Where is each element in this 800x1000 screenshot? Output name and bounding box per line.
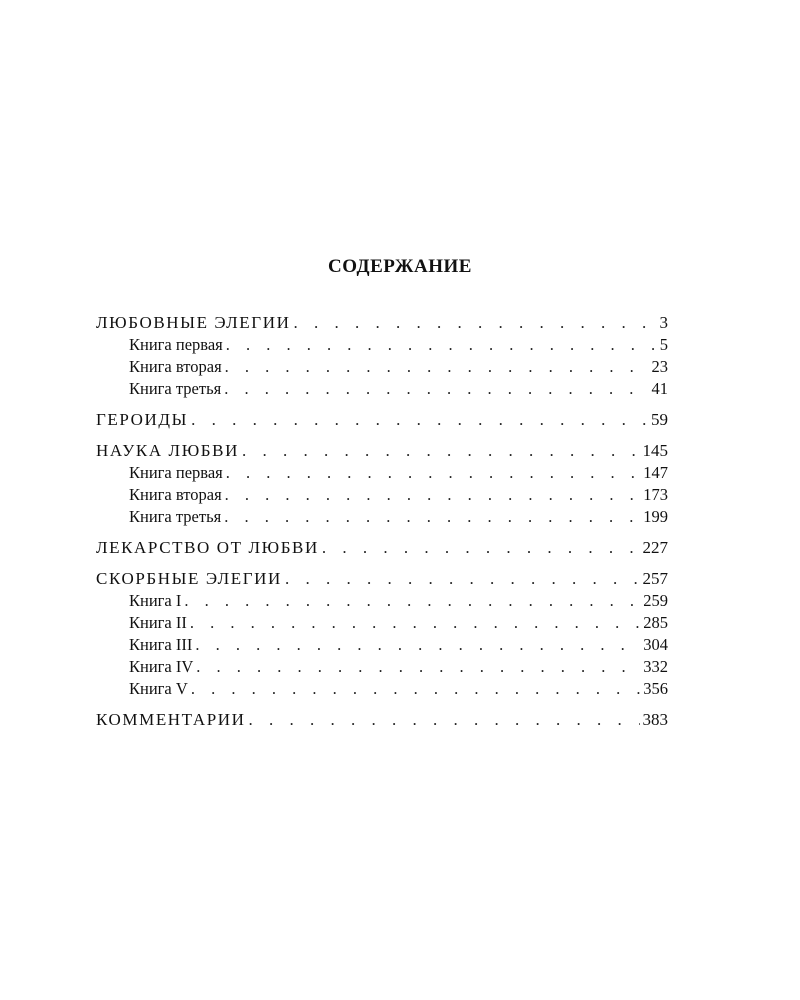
toc-subentry[interactable] — [96, 334, 668, 356]
toc-entry-page: 227 — [642, 538, 668, 557]
toc-subentry-page: 173 — [643, 485, 668, 504]
dot-leader — [226, 334, 657, 356]
toc-entry[interactable] — [96, 709, 668, 731]
toc-subentry[interactable] — [96, 612, 668, 634]
toc-subentry-title: Книга IV — [129, 657, 194, 676]
dot-leader — [225, 484, 641, 506]
toc-entry-title: ЛЕКАРСТВО ОТ ЛЮБВИ — [96, 538, 319, 557]
toc-subentry[interactable] — [96, 378, 668, 400]
toc-entry-title: ГЕРОИДЫ — [96, 410, 189, 429]
toc-subentry[interactable] — [96, 356, 668, 378]
dot-leader — [224, 506, 640, 528]
dot-leader — [195, 634, 640, 656]
toc-entry-title: СКОРБНЫЕ ЭЛЕГИИ — [96, 569, 282, 588]
toc-subentry-title: Книга третья — [129, 507, 222, 526]
toc-subentry[interactable] — [96, 678, 668, 700]
toc-subentry-title: Книга третья — [129, 379, 222, 398]
toc-subentry-title: Книга I — [129, 591, 182, 610]
toc-subentry[interactable] — [96, 634, 668, 656]
toc-subentry-page: 332 — [643, 657, 668, 676]
toc-subentry-page: 5 — [659, 335, 668, 354]
toc-entry-page: 257 — [642, 569, 668, 588]
toc-entry-title: ЛЮБОВНЫЕ ЭЛЕГИИ — [96, 313, 291, 332]
toc-entry-title: КОММЕНТАРИИ — [96, 710, 246, 729]
toc-subentry-title: Книга II — [129, 613, 187, 632]
toc-entry-page: 145 — [642, 441, 668, 460]
toc-subentry-page: 356 — [643, 679, 668, 698]
toc-section — [96, 537, 668, 559]
dot-leader — [191, 409, 648, 431]
dot-leader — [249, 709, 640, 731]
dot-leader — [190, 612, 640, 634]
dot-leader — [224, 378, 648, 400]
toc-entry[interactable] — [96, 440, 668, 462]
toc-subentry[interactable] — [96, 462, 668, 484]
toc-subentry[interactable] — [96, 656, 668, 678]
toc-subentry-page: 199 — [643, 507, 668, 526]
toc-subentry-title: Книга вторая — [129, 357, 222, 376]
toc-subentry[interactable] — [96, 590, 668, 612]
toc-section — [96, 440, 668, 528]
dot-leader — [196, 656, 640, 678]
toc-subentry[interactable] — [96, 484, 668, 506]
toc-entry-page: 383 — [642, 710, 668, 729]
toc-entry[interactable] — [96, 312, 668, 334]
dot-leader — [322, 537, 640, 559]
toc-entry-title: НАУКА ЛЮБВИ — [96, 441, 239, 460]
page-title: СОДЕРЖАНИЕ — [328, 256, 472, 277]
toc-subentry-page: 304 — [643, 635, 668, 654]
toc-entry[interactable] — [96, 568, 668, 590]
dot-leader — [242, 440, 640, 462]
toc-subentry-title: Книга первая — [129, 463, 223, 482]
toc-subentry-page: 259 — [643, 591, 668, 610]
toc-section — [96, 409, 668, 431]
toc-subentry-page: 23 — [651, 357, 668, 376]
toc-entry-page: 59 — [651, 410, 668, 429]
table-of-contents — [96, 312, 668, 740]
toc-subentry[interactable] — [96, 506, 668, 528]
toc-subentry-title: Книга вторая — [129, 485, 222, 504]
toc-subentry-page: 285 — [643, 613, 668, 632]
dot-leader — [225, 356, 649, 378]
toc-subentry-page: 41 — [651, 379, 668, 398]
toc-subentry-title: Книга первая — [129, 335, 223, 354]
toc-subentry-page: 147 — [643, 463, 668, 482]
dot-leader — [226, 462, 640, 484]
dot-leader — [184, 590, 640, 612]
dot-leader — [285, 568, 640, 590]
toc-section — [96, 312, 668, 400]
dot-leader — [191, 678, 640, 700]
toc-subentry-title: Книга III — [129, 635, 193, 654]
dot-leader — [293, 312, 656, 334]
toc-entry[interactable] — [96, 409, 668, 431]
toc-entry-page: 3 — [659, 313, 668, 332]
toc-entry[interactable] — [96, 537, 668, 559]
toc-subentry-title: Книга V — [129, 679, 188, 698]
toc-section — [96, 709, 668, 731]
toc-section — [96, 568, 668, 700]
